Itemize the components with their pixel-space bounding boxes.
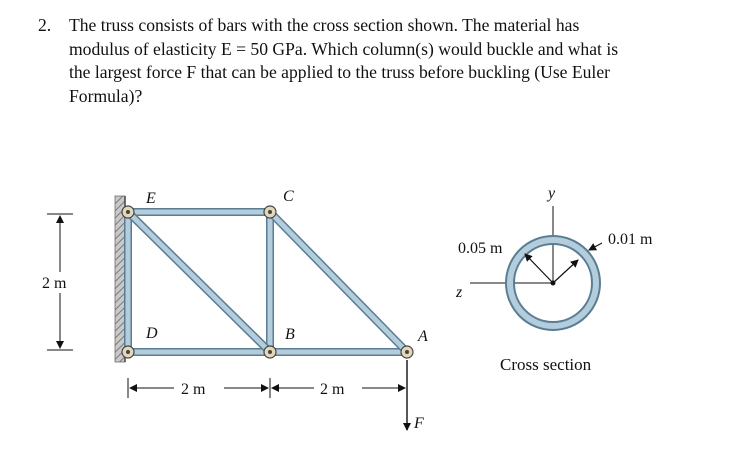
label-joint-B: B [285,326,295,343]
joint-A [401,346,413,358]
inner-radius-arrow [553,260,578,283]
problem-line-3: the largest force F that can be applied to the truss before buckling (Use Euler [69,62,610,82]
cross-section [470,206,602,326]
label-joint-E: E [146,190,156,207]
label-thickness: 0.01 m [608,231,653,248]
joint-B [264,346,276,358]
problem-line-1: The truss consists of bars with the cross section shown. The material has [69,15,580,35]
label-span-left: 2 m [181,381,206,398]
thickness-leader [589,243,602,250]
joint-C [264,206,276,218]
span-dimension [128,378,407,398]
label-load: F [414,415,424,432]
outer-radius-arrow [525,254,553,283]
truss-bars [128,212,407,352]
problem-line-4: Formula)? [69,85,143,106]
label-height: 2 m [42,275,67,292]
label-joint-D: D [146,325,158,342]
label-joint-C: C [283,188,294,205]
label-span-right: 2 m [320,381,345,398]
label-cross-section: Cross section [500,355,592,374]
problem-line-2: modulus of elasticity E = 50 GPa. Which column(s) would buckle and what is [69,38,619,59]
wall-support [115,196,125,362]
joint-D [122,346,134,358]
label-joint-A: A [418,328,428,345]
label-z-axis: z [456,284,463,301]
label-outer-radius: 0.05 m [458,240,503,257]
label-y-axis: y [548,185,556,202]
joint-E [122,206,134,218]
problem-number: 2. [38,15,52,35]
